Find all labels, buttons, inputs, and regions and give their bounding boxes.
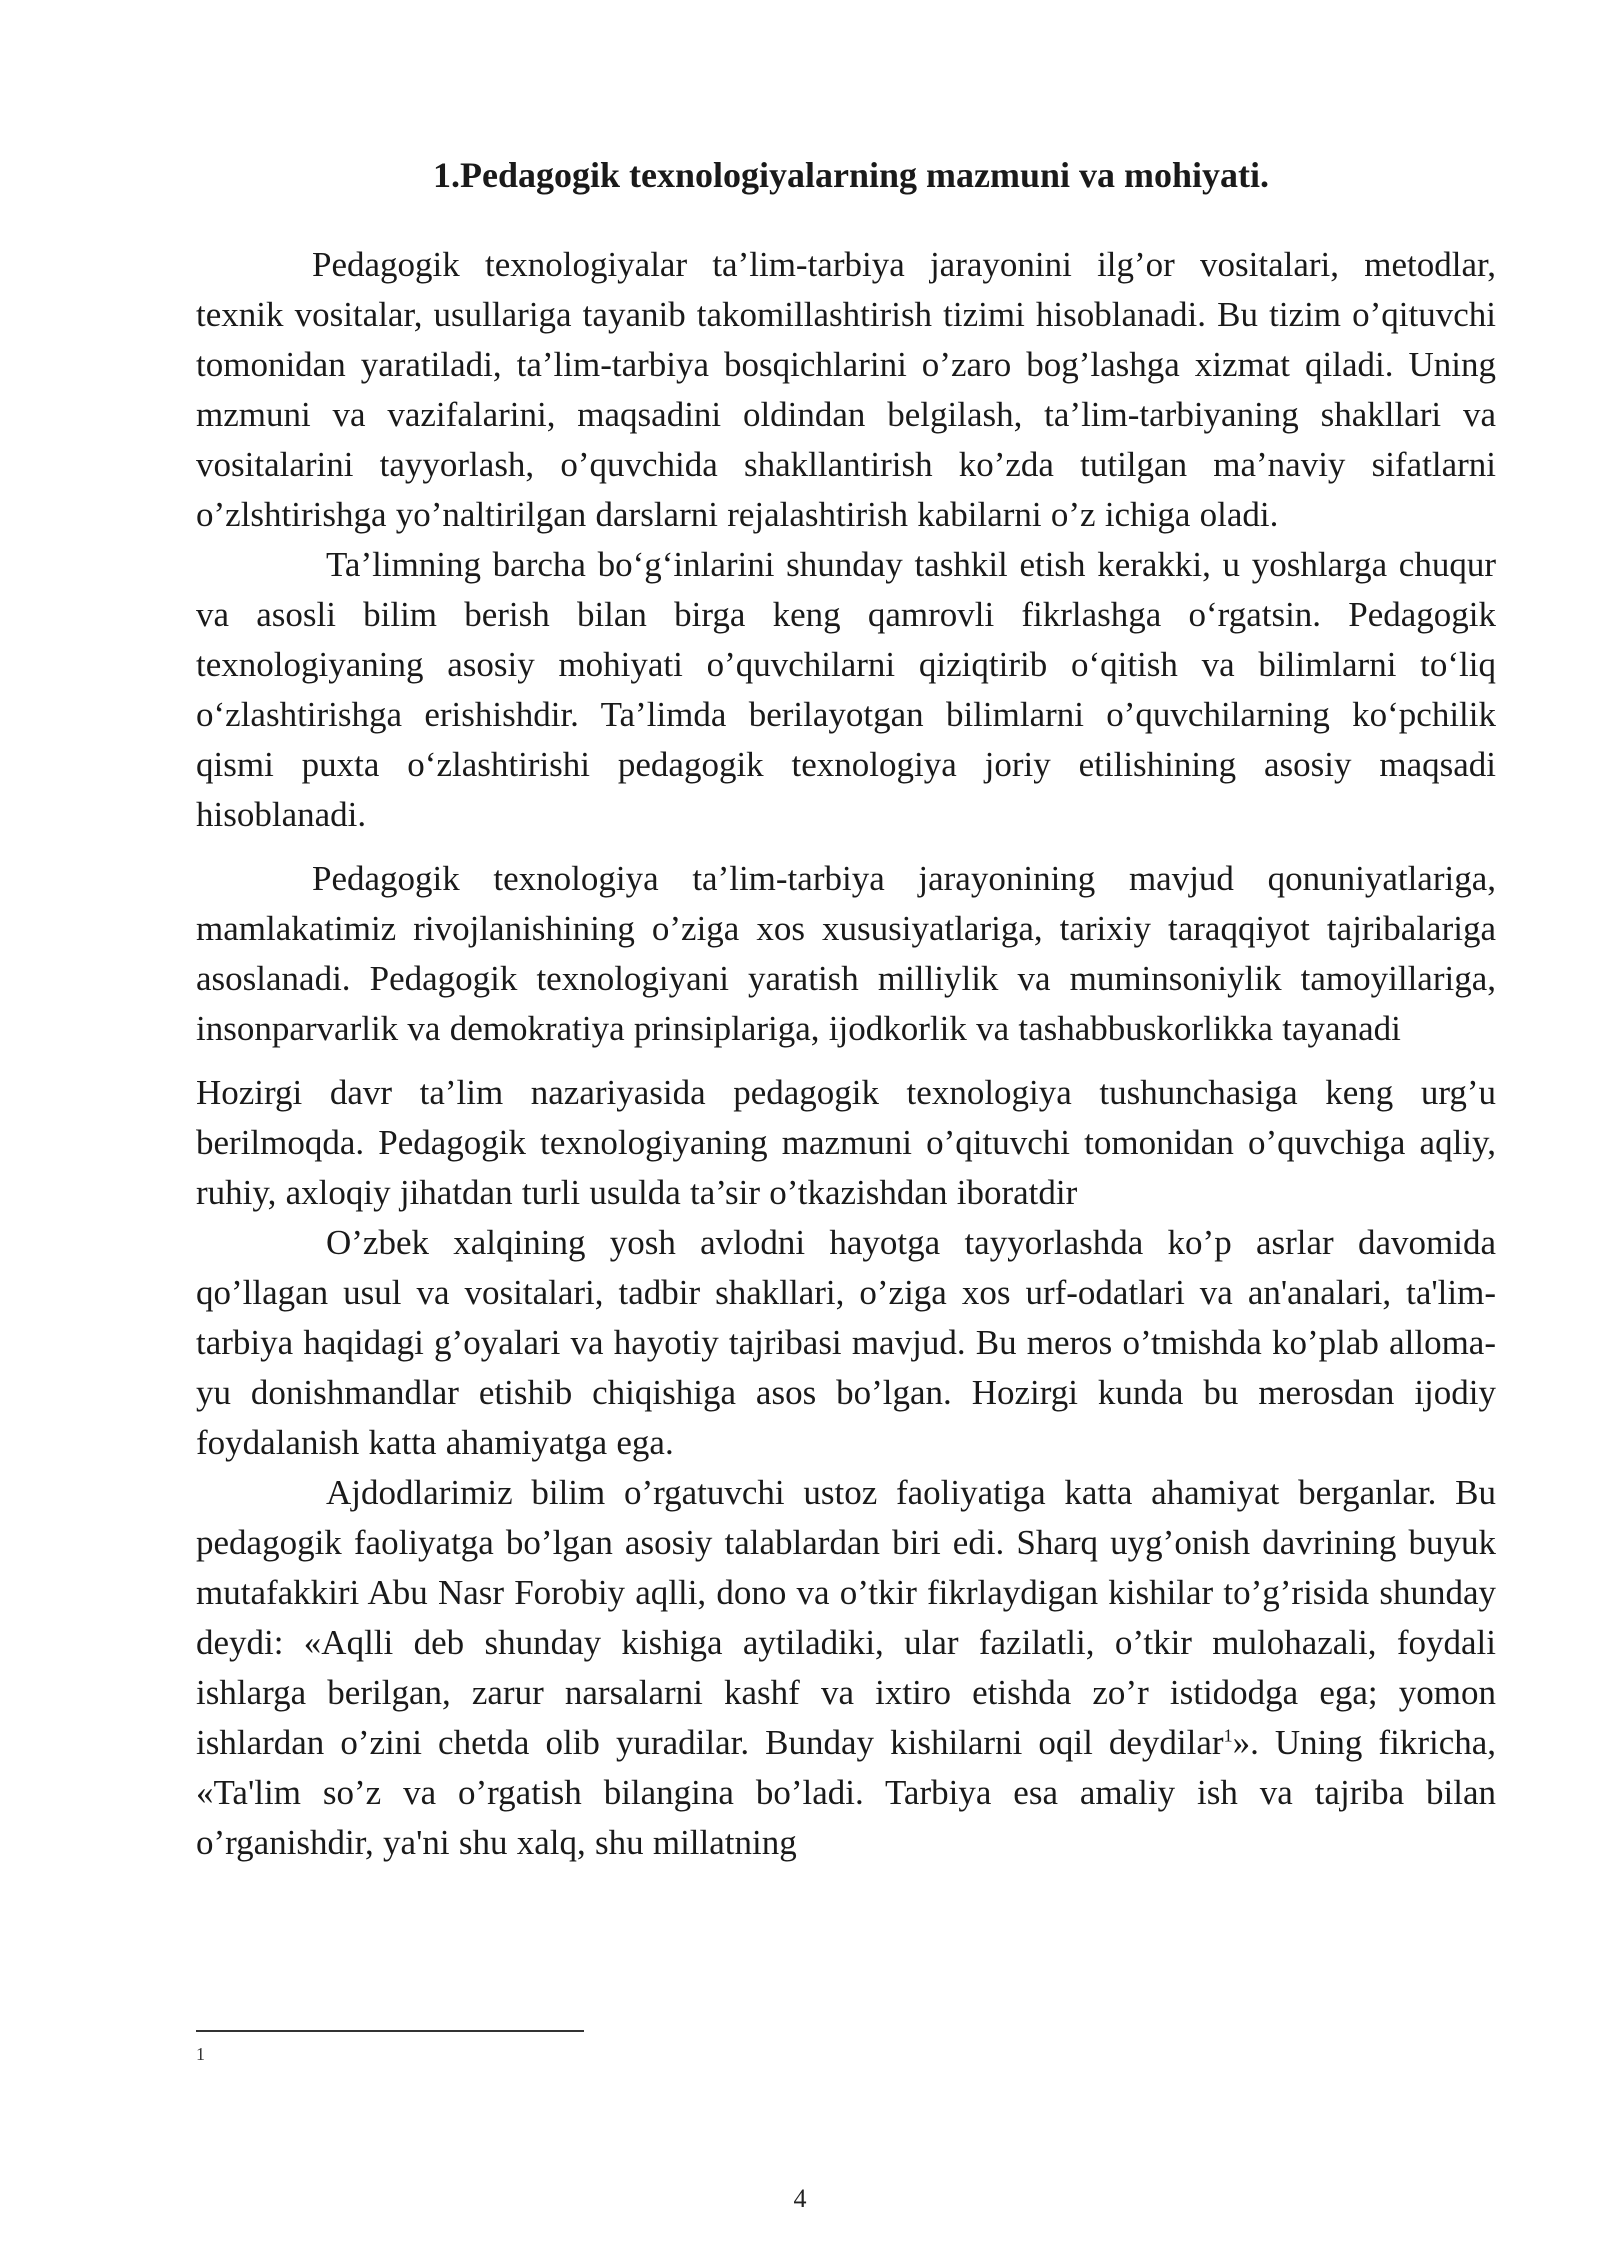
section-title: 1.Pedagogik texnologiyalarning mazmuni va mohiyati. [432, 155, 1270, 195]
paragraph-2: Ta’limning barcha bo‘g‘inlarini shunday tashkil etish kerakki, u yoshlarga chuqur va asosli bilim berish bilan birga keng qamrovli fikrlashga o‘rgatsin. Pedagogik texnologiyaning asosiy mohiyati o’quvchilarni qiziqtirib o‘qitish va bilimlarni to‘liq o‘zlashtirishga erishishdir. Ta’limda berilayotgan bilimlarni o’quvchilarning ko‘pchilik qismi puxta o‘zlashtirishi pedagogik texnologiya joriy etilishining asosiy maqsadi hisoblanadi. [196, 545, 1496, 834]
paragraph-6 [196, 1468, 1496, 1868]
footnote-number: 1 [196, 2044, 205, 2064]
paragraph-5: O’zbek xalqining yosh avlodni hayotga tayyorlashda ko’p asrlar davomida qo’llagan usul va vositalari, tadbir shakllari, o’ziga xos urf-odatlari va an'analari, ta'lim-tarbiya haqidagi g’oyalari va hayotiy tajribasi mavjud. Bu meros o’tmishda ko’plab alloma-yu donishmandlar etishib chiqishiga asos bo’lgan. Hozirgi kunda bu merosdan ijodiy foydalanish katta ahamiyatga ega. [196, 1223, 1496, 1462]
footnote-separator [196, 2030, 584, 2032]
paragraph-4: Hozirgi davr ta’lim nazariyasida pedagogik texnologiya tushunchasiga keng urg’u berilmoqda. Pedagogik texnologiyaning mazmuni o’qituvchi tomonidan o’quvchiga aqliy, ruhiy, axloqiy jihatdan turli usulda ta’sir o’tkazishdan iboratdir [196, 1073, 1496, 1212]
page-content [196, 150, 1496, 1868]
paragraph-6-text-a: Ajdodlarimiz bilim o’rgatuvchi ustoz faoliyatiga katta ahamiyat berganlar. Bu pedagogik faoliyatga bo’lgan asosiy talablardan biri edi. Sharq uyg’onish davrining buyuk mutafakkiri Abu Nasr Forobiy aqlli, dono va o’tkir fikrlaydigan kishilar to’g’risida shunday deydi: «Aqlli deb shunday kishiga aytiladiki, ular fazilatli, o’tkir mulohazali, foydali ishlarga berilgan, zarur narsalarni kashf va ixtiro etishda zo’r istidodga ega; yomon ishlardan o’zini chetda olib yuradilar. Bunday kishilarni oqil deydilar [196, 1473, 1496, 1762]
page-number: 4 [793, 2184, 807, 2213]
footnote-reference[interactable]: 1 [1223, 1725, 1233, 1746]
paragraph-1: Pedagogik texnologiyalar ta’lim-tarbiya jarayonini ilg’or vositalari, metodlar, texnik vositalar, usullariga tayanib takomillashtirish tizimi hisoblanadi. Bu tizim o’qituvchi tomonidan yaratiladi, ta’lim-tarbiya bosqichlarini o’zaro bog’lashga xizmat qiladi. Uning mzmuni va vazifalarini, maqsadini oldindan belgilash, ta’lim-tarbiyaning shakllari va vositalarini tayyorlash, o’quvchida shakllantirish ko’zda tutilgan ma’naviy sifatlarni o’zlshtirishga yo’naltirilgan darslarni rejalashtirish kabilarni o’z ichiga oladi. [196, 245, 1496, 534]
paragraph-3: Pedagogik texnologiya ta’lim-tarbiya jarayonining mavjud qonuniyatlariga, mamlakatimiz rivojlanishining o’ziga xos xususiyatlariga, tarixiy taraqqiyot tajribalariga asoslanadi. Pedagogik texnologiyani yaratish milliylik va muminsoniylik tamoyillariga, insonparvarlik va demokratiya prinsiplariga, ijodkorlik va tashabbuskorlikka tayanadi [196, 859, 1496, 1048]
paragraph-6-text-b: ». Uning fikricha, «Ta'lim so’z va o’rgatish bilangina bo’ladi. Tarbiya esa amaliy ish va tajriba bilan o’rganishdir, ya'ni shu xalq, shu millatning [196, 1723, 1497, 1862]
